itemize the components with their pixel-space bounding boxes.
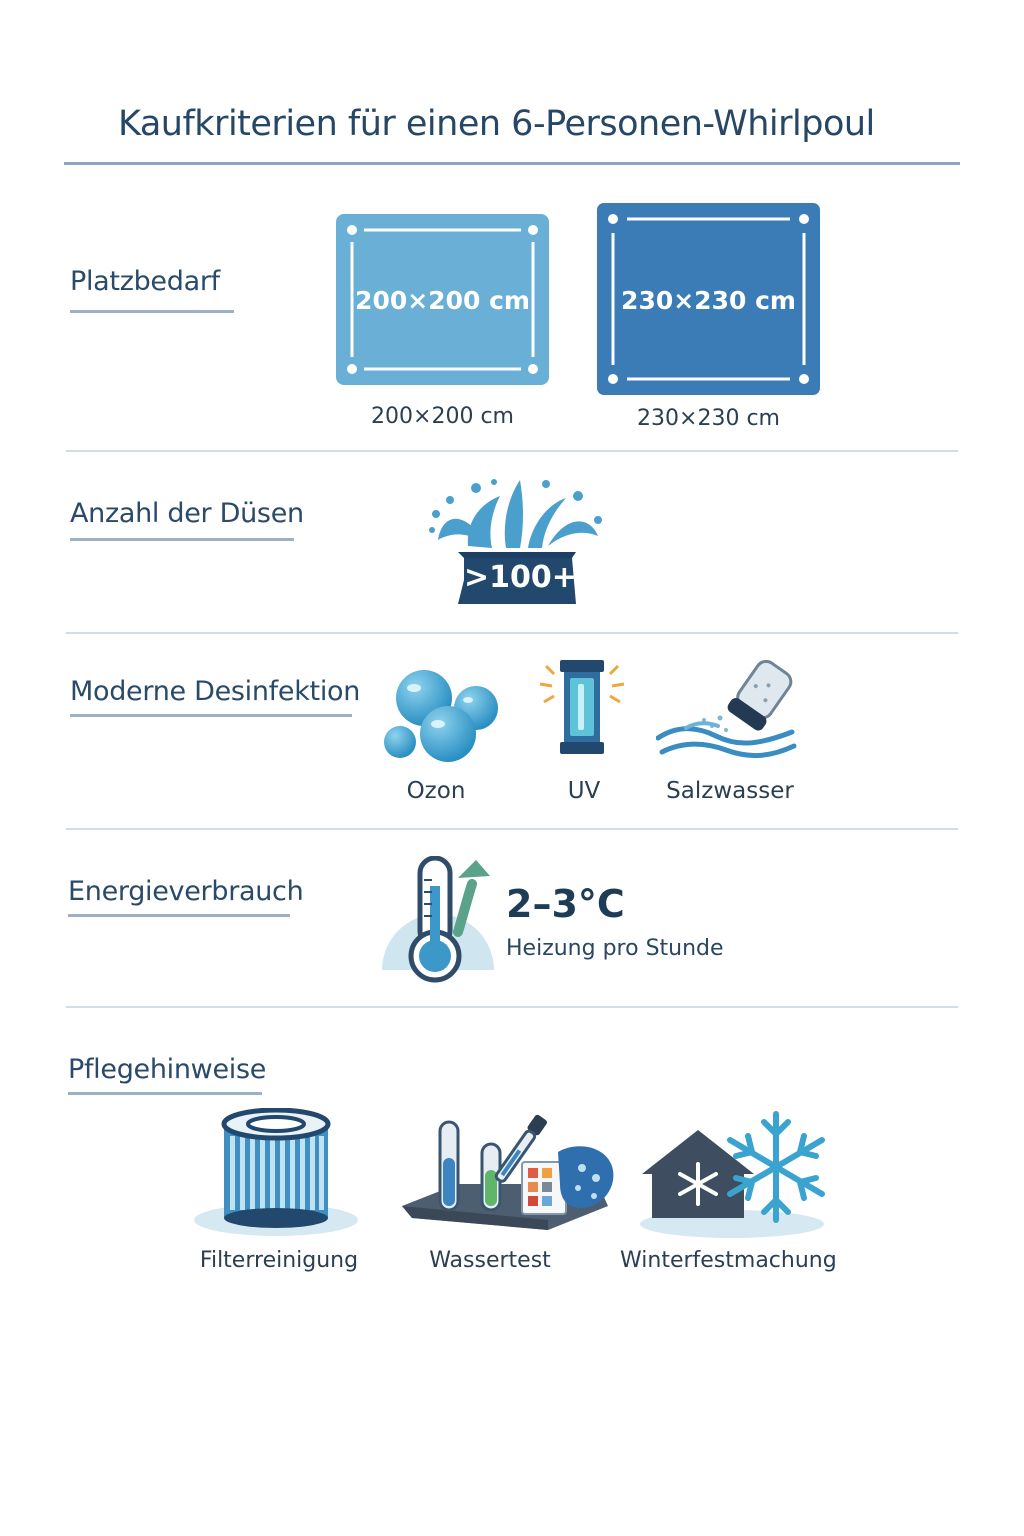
section-label-duesen: Anzahl der Düsen: [70, 498, 304, 529]
temperature-value: 2–3°C: [506, 882, 625, 926]
page-title: Kaufkriterien für einen 6-Personen-Whirlpoul: [118, 104, 875, 144]
small-pad-label: 200×200 cm: [355, 286, 530, 315]
winter-house-icon: [636, 1108, 830, 1238]
large-pad-label: 230×230 cm: [621, 286, 796, 315]
section-label-pflege: Pflegehinweise: [68, 1054, 267, 1085]
filter-cartridge-icon: [192, 1108, 360, 1238]
small-area-caption: 200×200 cm: [371, 404, 514, 429]
winterfestmachung-caption: Winterfestmachung: [620, 1248, 837, 1273]
water-test-kit-icon: [398, 1114, 618, 1230]
large-area-caption: 230×230 cm: [637, 406, 780, 431]
thermometer-icon: [380, 856, 496, 986]
section-label-desinfektion: Moderne Desinfektion: [70, 676, 361, 707]
section-underline: [70, 538, 294, 541]
section-label-energie: Energieverbrauch: [68, 876, 304, 907]
wassertest-caption: Wassertest: [429, 1248, 551, 1273]
section-underline: [68, 914, 290, 917]
uv-lamp-icon: [538, 656, 626, 766]
heating-rate-caption: Heizung pro Stunde: [506, 936, 724, 961]
section-divider: [66, 632, 958, 634]
ozone-bubbles-icon: [382, 668, 502, 770]
salt-shaker-icon: [656, 656, 798, 762]
salzwasser-caption: Salzwasser: [666, 778, 794, 804]
nozzle-count-badge: >100+: [464, 560, 577, 595]
section-underline: [68, 1092, 262, 1095]
section-underline: [70, 310, 234, 313]
section-divider: [66, 828, 958, 830]
filterreinigung-caption: Filterreinigung: [199, 1248, 359, 1273]
title-rule: [64, 162, 960, 165]
uv-caption: UV: [567, 778, 601, 804]
ozon-caption: Ozon: [406, 778, 466, 804]
section-divider: [66, 450, 958, 452]
section-divider: [66, 1006, 958, 1008]
section-underline: [70, 714, 352, 717]
section-label-platzbedarf: Platzbedarf: [70, 266, 220, 297]
